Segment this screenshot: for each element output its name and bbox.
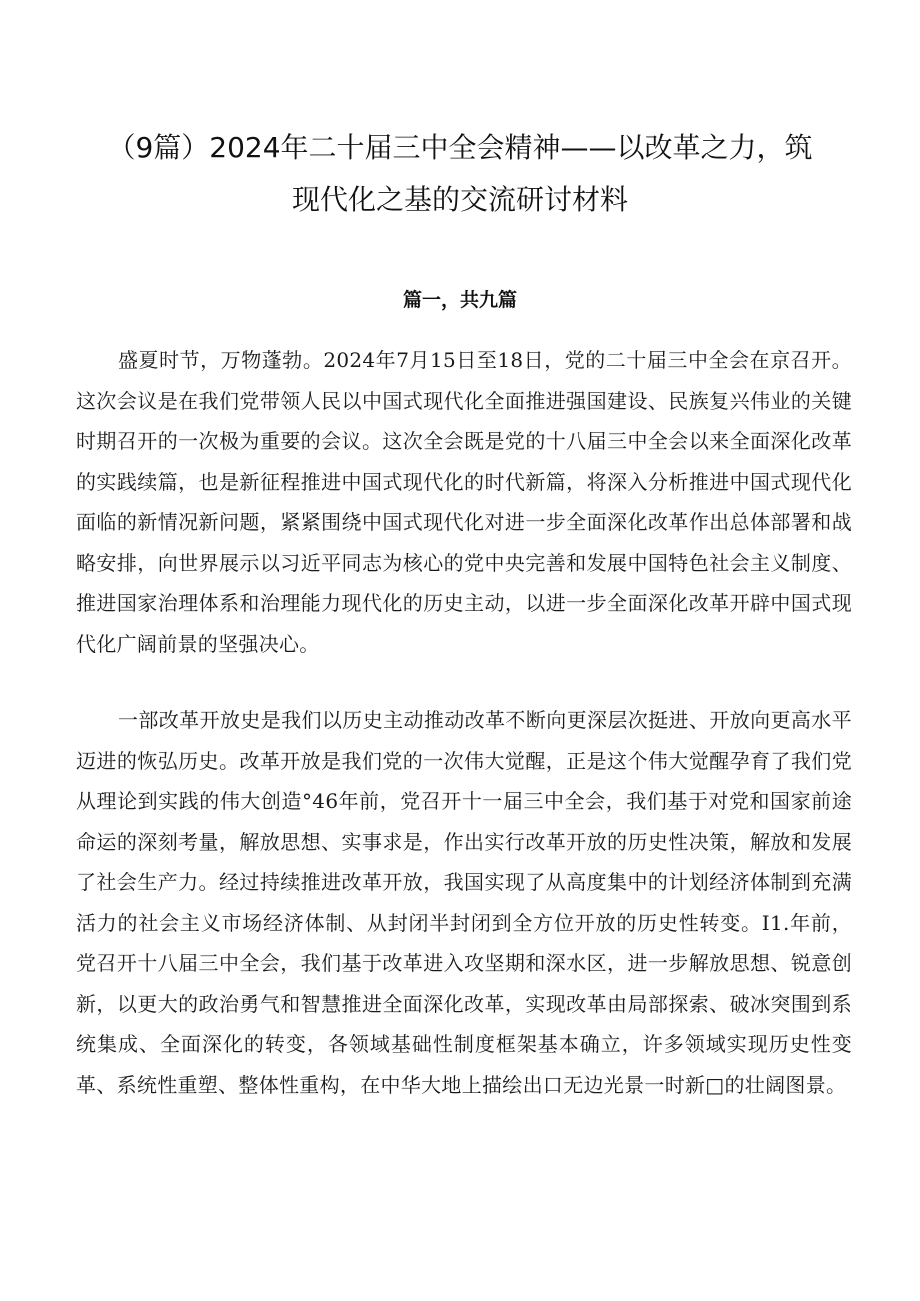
section-heading: 篇一，共九篇 (402, 289, 517, 311)
document-title: （9篇）2024年二十届三中全会精神——以改革之力，筑现代化之基的交流研讨材料 (107, 131, 813, 216)
body-paragraph-1: 盛夏时节，万物蓬勃。2024年7月15日至18日，党的二十届三中全会在京召开。这次会议是在我们党带领人民以中国式现代化全面推进强国建设、民族复兴伟业的关键时期召开的一次极为重要的会议。这次全会既是党的十八届三中全会以来全面深化改革的实践续篇，也是新征程推进中国式现代化的时代新篇，将深入分析推进中国式现代化面临的新情况新问题，紧紧围绕中国式现代化对进一步全面深化改革作出总体部署和战略安排，向世界展示以习近平同志为核心的党中央完善和发展中国特色社会主义制度、推进国家治理体系和治理能力现代化的历史主动，以进一步全面深化改革开辟中国式现代化广阔前景的坚强决心。 (76, 348, 852, 656)
body-paragraph-2: 一部改革开放史是我们以历史主动推动改革不断向更深层次挺进、开放向更高水平迈进的恢弘历史。改革开放是我们党的一次伟大觉醒，正是这个伟大觉醒孕育了我们党从理论到实践的伟大创造°46年前，党召开十一届三中全会，我们基于对党和国家前途命运的深刻考量，解放思想、实事求是，作出实行改革开放的历史性决策，解放和发展了社会生产力。经过持续推进改革开放，我国实现了从高度集中的计划经济体制到充满活力的社会主义市场经济体制、从封闭半封闭到全方位开放的历史性转变。I1.年前，党召开十八届三中全会，我们基于改革进入攻坚期和深水区，进一步解放思想、锐意创新，以更大的政治勇气和智慧推进全面深化改革，实现改革由局部探索、破冰突围到系统集成、全面深化的转变，各领域基础性制度框架基本确立，许多领域实现历史性变革、系统性重塑、整体性重构，在中华大地上描绘出口无边光景一时新□的壮阔图景。 (76, 708, 852, 1097)
